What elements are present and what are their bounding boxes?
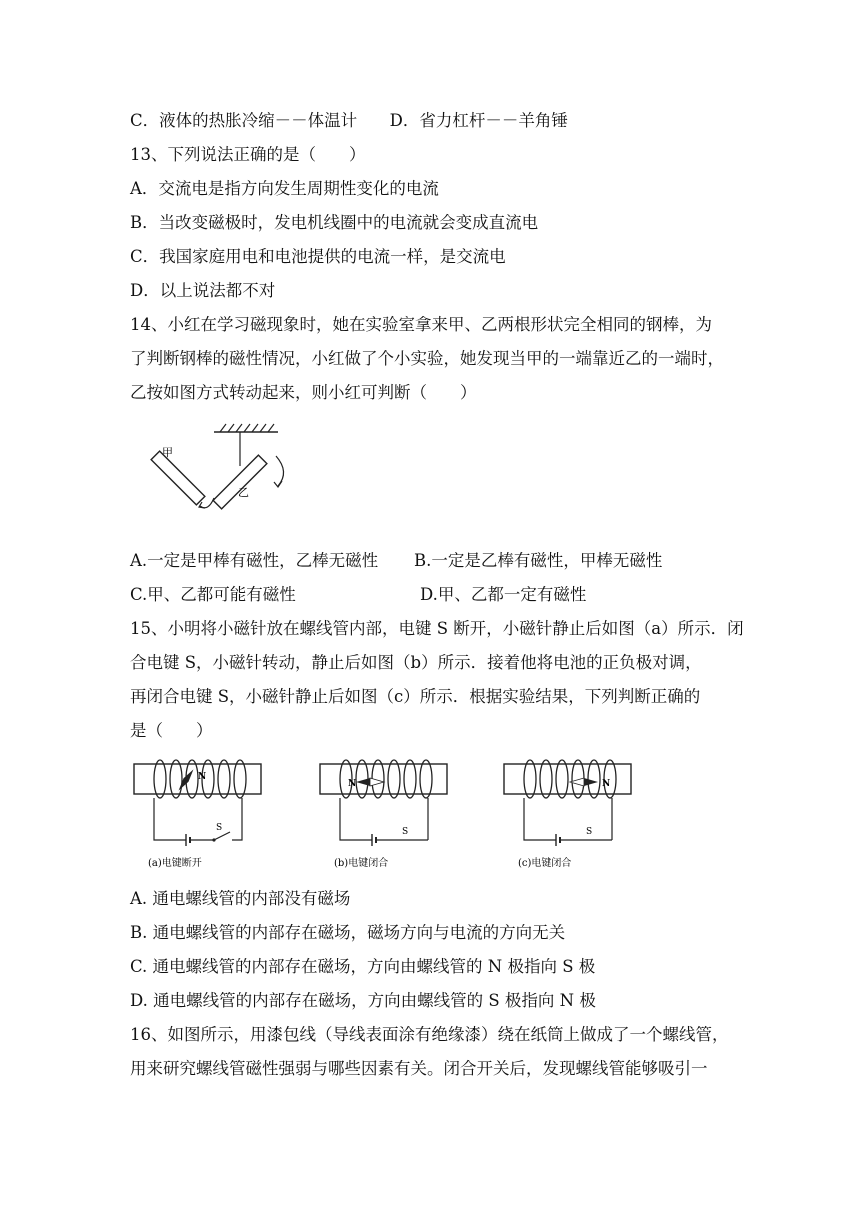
q15-figure-a: [130, 756, 265, 876]
q15-option-d: D. 通电螺线管的内部存在磁场，方向由螺线管的 S 极指向 N 极: [130, 991, 596, 1010]
q12-option-d: D．省力杠杆－－羊角锤: [389, 111, 568, 130]
q14-option-a: A.一定是甲棒有磁性，乙棒无磁性: [130, 551, 379, 570]
q14-stem-line-3: 乙按如图方式转动起来，则小红可判断（ ）: [130, 383, 477, 402]
q13-option-c: C．我国家庭用电和电池提供的电流一样，是交流电: [130, 247, 506, 266]
q15-option-c: C. 通电螺线管的内部存在磁场，方向由螺线管的 N 极指向 S 极: [130, 957, 596, 976]
q14-stem-line-2: 了判断钢棒的磁性情况，小红做了个小实验，她发现当甲的一端靠近乙的一端时，: [130, 349, 724, 368]
q13-option-d: D．以上说法都不对: [130, 281, 276, 300]
q15-figure-c: [500, 756, 635, 876]
label-jia: 甲: [162, 446, 173, 459]
q14-option-b: B.一定是乙棒有磁性，甲棒无磁性: [414, 551, 663, 570]
q14-figure: [140, 420, 300, 520]
q14-stem-line-1: 14、小红在学习磁现象时，她在实验室拿来甲、乙两根形状完全相同的钢棒，为: [130, 315, 712, 334]
q12-option-c: C．液体的热胀冷缩－－体温计: [130, 111, 358, 130]
q13-stem: 13、下列说法正确的是（ ）: [130, 145, 366, 164]
q15-figure-b: [316, 756, 451, 876]
q13-option-a: A．交流电是指方向发生周期性变化的电流: [130, 179, 439, 198]
switch-label-c: S: [586, 827, 593, 837]
q16-stem-line-2: 用来研究螺线管磁性强弱与哪些因素有关。闭合开关后，发现螺线管能够吸引一: [130, 1059, 708, 1078]
needle-pole-b: N: [348, 779, 357, 789]
q16-stem-line-1: 16、如图所示，用漆包线（导线表面涂有绝缘漆）绕在纸筒上做成了一个螺线管，: [130, 1025, 729, 1044]
q14-option-d: D.甲、乙都一定有磁性: [420, 585, 587, 604]
q15-stem-line-3: 再闭合电键 S，小磁针静止后如图（c）所示．根据实验结果，下列判断正确的: [130, 687, 701, 706]
switch-label-a: S: [216, 823, 223, 833]
label-yi: 乙: [238, 486, 249, 499]
caption-b: (b)电键闭合: [334, 858, 389, 869]
q15-option-a: A. 通电螺线管的内部没有磁场: [130, 889, 351, 908]
q15-stem-line-4: 是（ ）: [130, 721, 213, 740]
caption-c: (c)电键闭合: [518, 858, 572, 869]
q12-options-row: [130, 110, 568, 132]
switch-label-b: S: [402, 827, 409, 837]
needle-pole-c: N: [602, 779, 611, 789]
caption-a: (a)电键断开: [148, 858, 202, 869]
q15-option-b: B. 通电螺线管的内部存在磁场，磁场方向与电流的方向无关: [130, 923, 566, 942]
bar-jia: [151, 451, 205, 505]
q14-option-c: C.甲、乙都可能有磁性: [130, 585, 296, 604]
q13-option-b: B．当改变磁极时，发电机线圈中的电流就会变成直流电: [130, 213, 539, 232]
q15-stem-line-2: 合电键 S，小磁针转动，静止后如图（b）所示．接着他将电池的正负极对调，: [130, 653, 702, 672]
q15-stem-line-1: 15、小明将小磁针放在螺线管内部，电键 S 断开，小磁针静止后如图（a）所示．闭: [130, 619, 744, 638]
needle-pole-a: N: [198, 772, 207, 782]
